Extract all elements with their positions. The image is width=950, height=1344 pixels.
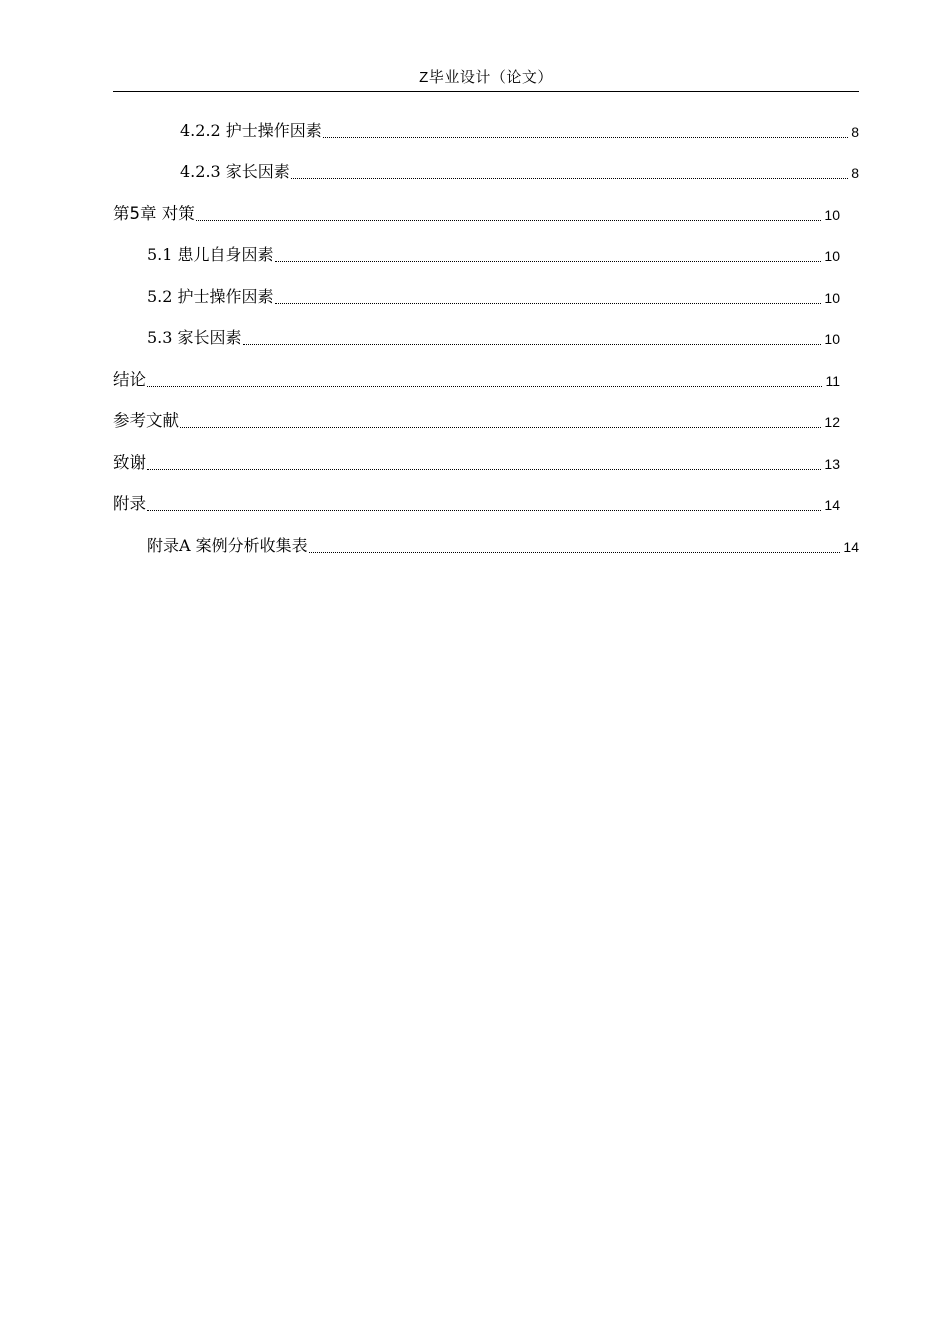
toc-entry-page: 10 (824, 290, 840, 306)
toc-entry-label: 4.2.2 护士操作因素 (180, 121, 322, 140)
toc-entry-label: 参考文献 (113, 411, 179, 430)
toc-leader-dots (275, 303, 822, 304)
toc-entry-page: 8 (851, 165, 859, 181)
toc-leader-dots (147, 510, 821, 511)
toc-leader-dots (180, 427, 821, 428)
toc-entry-label: 附录A 案例分析收集表 (147, 536, 308, 555)
toc-entry-label: 5.1 患儿自身因素 (147, 245, 274, 264)
toc-entry-label: 第5章 对策 (113, 204, 195, 223)
page-header (113, 64, 859, 92)
toc-entry-page: 8 (851, 124, 859, 140)
toc-entry-label: 结论 (113, 370, 146, 389)
toc-entry-page: 10 (824, 331, 840, 347)
toc-entry-chapter-5[interactable] (113, 195, 840, 225)
toc-entry-appendix[interactable] (113, 485, 840, 515)
toc-leader-dots (147, 386, 822, 387)
toc-entry-page: 14 (824, 497, 840, 513)
toc-entry-label: 附录 (113, 494, 146, 513)
toc-leader-dots (309, 552, 841, 553)
toc-entry-4-2-2[interactable] (180, 112, 859, 142)
toc-entry-5-3[interactable] (147, 319, 840, 349)
toc-entry-page: 11 (825, 373, 840, 389)
toc-leader-dots (323, 137, 848, 138)
toc-entry-page: 12 (824, 414, 840, 430)
toc-entry-5-2[interactable] (147, 278, 840, 308)
toc-entry-label: 5.2 护士操作因素 (147, 287, 274, 306)
toc-leader-dots (147, 469, 821, 470)
toc-entry-references[interactable] (113, 402, 840, 432)
toc-entry-label: 4.2.3 家长因素 (180, 162, 290, 181)
toc-entry-conclusion[interactable] (113, 361, 840, 391)
toc-entry-page: 13 (824, 456, 840, 472)
toc-leader-dots (243, 344, 822, 345)
toc-entry-appendix-a[interactable] (147, 527, 859, 557)
header-title: Z毕业设计（论文） (419, 69, 553, 86)
toc-entry-page: 14 (843, 539, 859, 555)
toc-leader-dots (196, 220, 822, 221)
toc-entry-acknowledgements[interactable] (113, 444, 840, 474)
toc-leader-dots (275, 261, 822, 262)
toc-entry-page: 10 (824, 207, 840, 223)
toc-entry-page: 10 (824, 248, 840, 264)
toc-entry-label: 5.3 家长因素 (147, 328, 242, 347)
toc-entry-label: 致谢 (113, 453, 146, 472)
toc-entry-4-2-3[interactable] (180, 153, 859, 183)
toc-entry-5-1[interactable] (147, 236, 840, 266)
toc-leader-dots (291, 178, 848, 179)
